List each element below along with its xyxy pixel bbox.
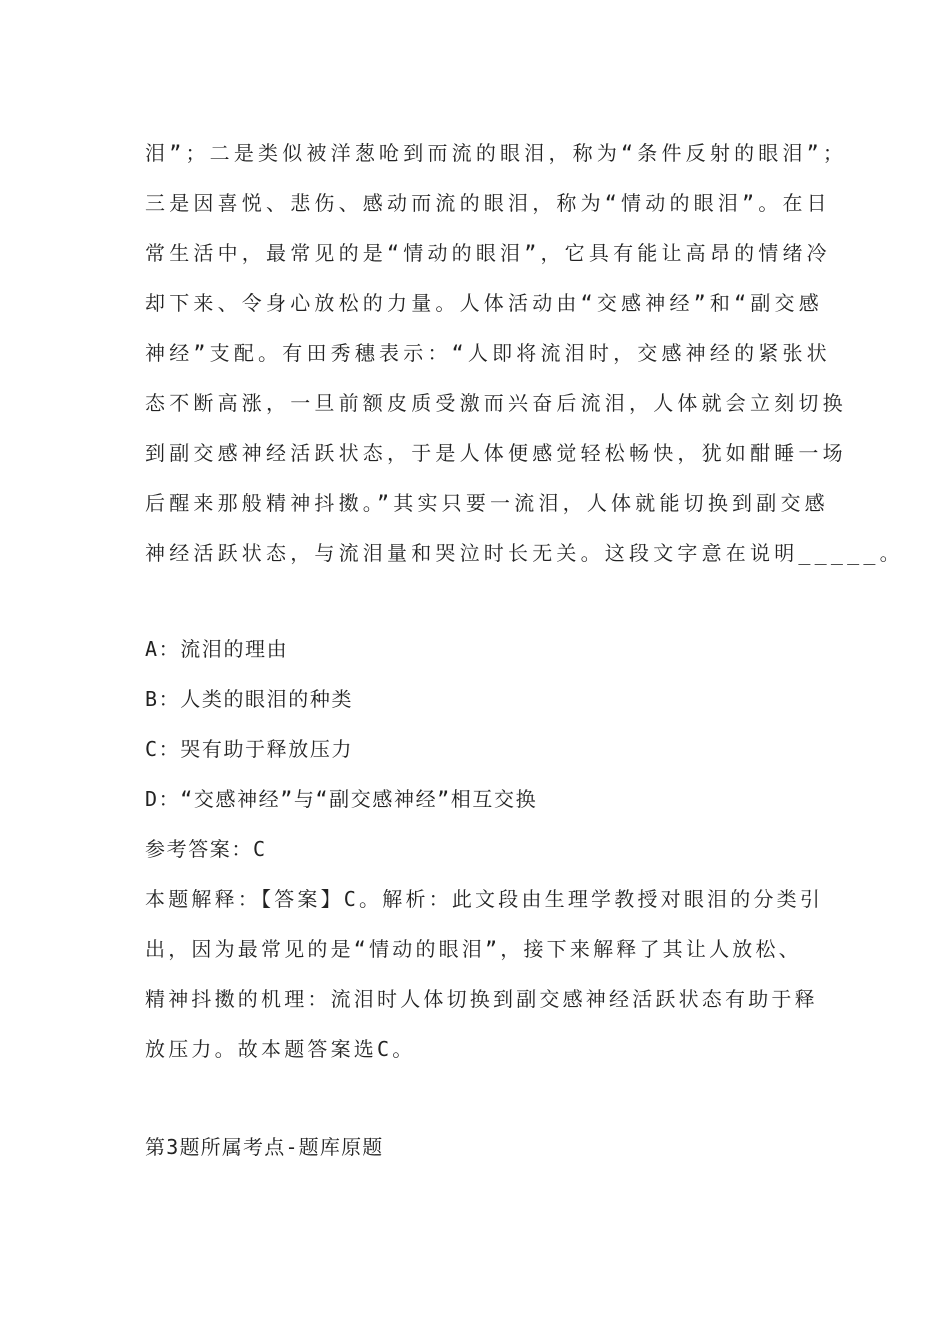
passage-line: 三是因喜悦、悲伤、感动而流的眼泪，称为“情动的眼泪”。在日 xyxy=(145,191,831,215)
question-category-note: 第3题所属考点-题库原题 xyxy=(145,1135,384,1159)
option-d: D：“交感神经”与“副交感神经”相互交换 xyxy=(145,787,538,811)
passage-line: 常生活中，最常见的是“情动的眼泪”，它具有能让高昂的情绪冷 xyxy=(145,241,831,265)
explanation-line: 出，因为最常见的是“情动的眼泪”，接下来解释了其让人放松、 xyxy=(145,937,802,961)
passage-line: 泪”；二是类似被洋葱呛到而流的眼泪，称为“条件反射的眼泪”； xyxy=(145,141,848,165)
passage-line: 却下来、令身心放松的力量。人体活动由“交感神经”和“副交感 xyxy=(145,291,823,315)
passage-line: 到副交感神经活跃状态，于是人体便感觉轻松畅快，犹如酣睡一场 xyxy=(145,441,847,465)
option-b: B：人类的眼泪的种类 xyxy=(145,687,354,711)
option-a: A：流泪的理由 xyxy=(145,637,289,661)
passage-line: 神经活跃状态，与流泪量和哭泣时长无关。这段文字意在说明_____。 xyxy=(145,541,904,565)
explanation-line: 放压力。故本题答案选C。 xyxy=(145,1037,416,1061)
passage-line: 后醒来那般精神抖擞。”其实只要一流泪，人体就能切换到副交感 xyxy=(145,491,829,515)
option-c: C：哭有助于释放压力 xyxy=(145,737,354,761)
reference-answer: 参考答案：C xyxy=(145,837,267,861)
answer-options xyxy=(145,624,835,824)
explanation-line: 本题解释：【答案】C。解析：此文段由生理学教授对眼泪的分类引 xyxy=(145,887,824,911)
passage-line: 神经”支配。有田秀穗表示：“人即将流泪时，交感神经的紧张状 xyxy=(145,341,831,365)
question-passage xyxy=(145,128,904,578)
answer-explanation xyxy=(145,874,845,1074)
explanation-line: 精神抖擞的机理：流泪时人体切换到副交感神经活跃状态有助于释 xyxy=(145,987,818,1011)
passage-line: 态不断高涨，一旦前额皮质受激而兴奋后流泪，人体就会立刻切换 xyxy=(145,391,847,415)
